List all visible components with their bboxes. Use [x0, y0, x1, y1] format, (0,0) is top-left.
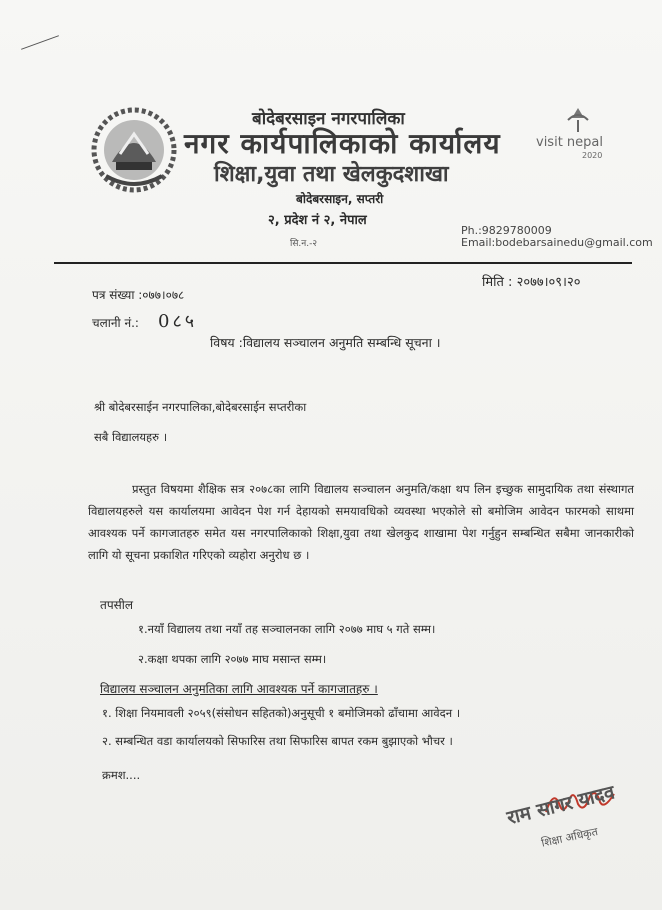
visit-nepal-year: 2020	[582, 151, 603, 160]
details-item: १.नयाँ विद्यालय तथा नयाँ तह सञ्चालनका लागि २०७७ माघ ५ गते सम्म।	[138, 622, 436, 636]
address-line-1: बोदेबरसाइन, सप्तरी	[296, 192, 384, 206]
requirements-heading: विद्यालय सञ्चालन अनुमतिका लागि आवश्यक पर्ने कागजातहरु ।	[100, 682, 378, 696]
subject-line: विषय :विद्यालय सञ्चालन अनुमति सम्बन्धि सूचना ।	[210, 335, 441, 350]
dispatch-number-handwritten: 0८५	[158, 311, 198, 332]
scan-artifact-line	[21, 35, 59, 50]
visit-nepal-logo-icon	[532, 104, 624, 164]
letterhead-divider	[54, 262, 632, 264]
office-title: नगर कार्यपालिकाको कार्यालय	[184, 127, 501, 160]
address-line-2: २, प्रदेश नं २, नेपाल	[268, 213, 367, 228]
reference-number: पत्र संख्या :०७७।०७८	[92, 288, 185, 302]
signatory-name: राम सागर यादव	[504, 781, 617, 830]
details-item: २.कक्षा थपका लागि २०७७ माघ मसान्त सम्म।	[138, 652, 327, 666]
requirement-item: २. सम्बन्धित वडा कार्यालयको सिफारिस तथा सिफारिस बापत रकम बुझाएको भौचर ।	[102, 734, 453, 748]
notice-body: प्रस्तुत विषयमा शैक्षिक सत्र २०७८का लागि विद्यालय सञ्चालन अनुमति/कक्षा थप लिन इच्छुक सामुदायिक तथा संस्थागत विद्यालयहरुले यस कार्यालयमा आवेदन पेश गर्न देहायको समयावधिको व्यवस्था भएकोले सो बमोजिम आवेदन फारमको साथमा आवश्यक पर्ने कागजातहरु समेत यस नगरपालिकाको शिक्षा,युवा तथा खेलकुद शाखामा पेश गर्नुहुन सम्बन्धित सबैमा जानकारीको लागि यो सूचना प्रकाशित गरिएको व्यहोरा अनुरोध छ ।	[88, 482, 634, 562]
signatory-title: शिक्षा अधिकृत	[540, 825, 599, 850]
dispatch-label: चलानी नं.:	[92, 316, 139, 330]
email-address: Email:bodebarsainedu@gmail.com	[461, 236, 653, 249]
requirement-item: १. शिक्षा नियमावली २०५९(संसोधन सहितको)अनुसूची १ बमोजिमको ढाँचामा आवेदन ।	[102, 706, 461, 720]
stamp-text: सि.न.-२	[290, 239, 318, 249]
addressee: श्री बोदेबरसाईन नगरपालिका,बोदेबरसाईन सप्तरीका	[94, 400, 307, 414]
phone-number: Ph.:9829780009	[461, 224, 552, 237]
details-heading: तपसील	[100, 598, 134, 612]
continued-marker: क्रमश....	[102, 768, 141, 782]
letter-date: मिति : २०७७।०९।२०	[482, 275, 581, 290]
branch-name: शिक्षा,युवा तथा खेलकुदशाखा	[214, 162, 449, 187]
visit-nepal-text: visit nepal	[536, 135, 603, 150]
addressee-all-schools: सबै विद्यालयहरु ।	[94, 430, 168, 444]
municipality-name: बोदेबरसाइन नगरपालिका	[252, 109, 405, 129]
nepal-government-emblem-icon	[86, 104, 182, 196]
